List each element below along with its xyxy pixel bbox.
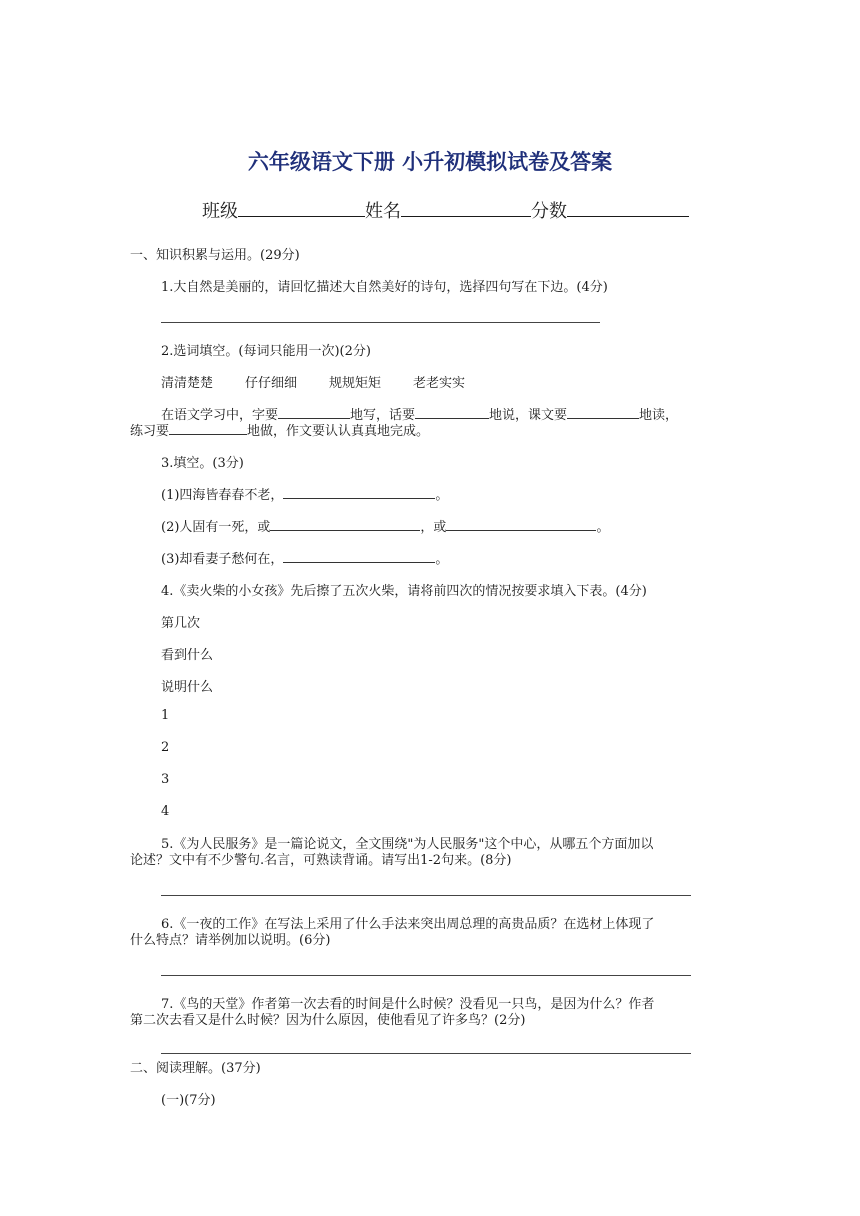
q3-text: (2)人固有一死，或	[161, 520, 271, 535]
table-cell: 说明什么	[161, 680, 214, 695]
section1-heading: 一、知识积累与运用。(29分)	[130, 248, 300, 263]
word-option: 规规矩矩	[329, 376, 382, 391]
student-info-line	[202, 197, 689, 223]
q3-text: (3)却看妻子愁何在，	[161, 552, 284, 567]
q2-blank-3	[567, 406, 639, 419]
table-cell: 第几次	[161, 616, 201, 631]
q3-item-3	[161, 548, 448, 567]
table-cell: 3	[161, 772, 170, 787]
q3-item-1	[161, 484, 448, 503]
question-7-line2: 第二次去看又是什么时候？因为什么原因，使他看见了许多鸟？(2分)	[130, 1013, 526, 1028]
answer-line-q5	[161, 895, 691, 896]
q3-text: 。	[596, 520, 610, 535]
question-6-line1: 6.《一夜的工作》在写法上采用了什么手法来突出周总理的高贵品质？在选材上体现了	[161, 917, 655, 932]
q3-text: ，或	[420, 520, 447, 535]
q2-text: 地读，	[639, 408, 679, 423]
table-cell: 1	[161, 708, 170, 723]
table-cell: 2	[161, 740, 170, 755]
q3-text: 。	[435, 552, 449, 567]
q3-text: (1)四海皆春春不老，	[161, 488, 284, 503]
section2-heading: 二、阅读理解。(37分)	[130, 1061, 261, 1076]
q2-sentence-line2	[130, 420, 429, 439]
word-bank	[161, 372, 465, 391]
q2-text: 在语文学习中，字要	[161, 408, 279, 423]
table-cell: 4	[161, 804, 170, 819]
score-blank	[567, 200, 689, 217]
q3-text: 。	[435, 488, 449, 503]
q2-blank-2	[415, 406, 489, 419]
q3-blank	[270, 518, 420, 531]
question-2: 2.选词填空。(每词只能用一次)(2分)	[161, 344, 371, 359]
question-5-line1: 5.《为人民服务》是一篇论说文，全文围绕"为人民服务"这个中心，从哪五个方面加以	[161, 837, 654, 852]
answer-line-q1	[161, 322, 600, 323]
q2-text: 地写，话要	[350, 408, 416, 423]
section2-part1: (一)(7分)	[161, 1093, 216, 1108]
class-label: 班级	[202, 201, 238, 222]
word-option: 仔仔细细	[245, 376, 298, 391]
q3-item-2	[161, 516, 609, 535]
question-6-line2: 什么特点？请举例加以说明。(6分)	[130, 933, 331, 948]
q3-blank	[446, 518, 596, 531]
q2-text: 地做，作文要认认真真地完成。	[247, 424, 430, 439]
question-5-line2: 论述？文中有不少警句.名言，可熟读背诵。请写出1-2句来。(8分)	[130, 853, 512, 868]
question-3: 3.填空。(3分)	[161, 456, 244, 471]
q3-blank	[283, 550, 435, 563]
q2-text: 练习要	[130, 424, 170, 439]
q2-text: 地说，课文要	[489, 408, 568, 423]
score-label: 分数	[531, 201, 567, 222]
q3-blank	[283, 486, 435, 499]
word-option: 老老实实	[413, 376, 466, 391]
name-blank	[401, 200, 531, 217]
name-label: 姓名	[365, 201, 401, 222]
word-option: 清清楚楚	[161, 376, 214, 391]
class-blank	[238, 200, 365, 217]
question-4: 4.《卖火柴的小女孩》先后擦了五次火柴，请将前四次的情况按要求填入下表。(4分)	[161, 584, 647, 599]
question-7-line1: 7.《鸟的天堂》作者第一次去看的时间是什么时候？没看见一只鸟，是因为什么？作者	[161, 997, 655, 1012]
q2-blank-1	[278, 406, 350, 419]
table-cell: 看到什么	[161, 648, 214, 663]
answer-line-q7	[161, 1053, 691, 1054]
answer-line-q6	[161, 975, 691, 976]
question-1: 1.大自然是美丽的，请回忆描述大自然美好的诗句，选择四句写在下边。(4分)	[161, 280, 608, 295]
page-title: 六年级语文下册 小升初模拟试卷及答案	[247, 149, 613, 174]
q2-blank-4	[169, 422, 247, 435]
